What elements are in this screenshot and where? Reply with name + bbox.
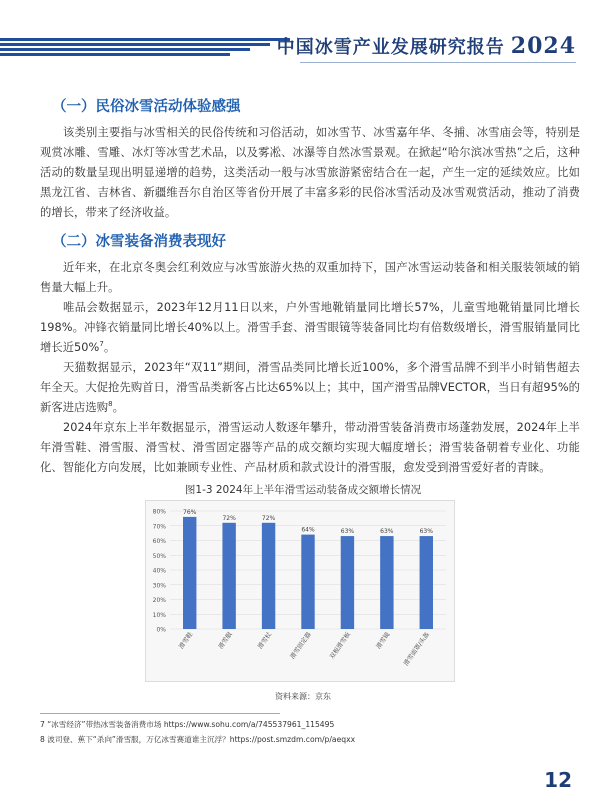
paragraph-vipshop-data bbox=[40, 298, 580, 358]
x-tick-label: 滑雪鞋 bbox=[177, 631, 195, 651]
y-tick-label: 20% bbox=[152, 597, 166, 604]
page-header bbox=[0, 0, 606, 68]
section-heading-equipment-consumption: （二）冰雪装备消费表现好 bbox=[52, 234, 226, 250]
paragraph-jd-data: 2024年京东上半年数据显示，滑雪运动人数逐年攀升，带动滑雪装备消费市场蓬勃发展，2024年上半年滑雪鞋、滑雪服、滑雪杖、滑雪固定器等产品的成交额均实现大幅度增长；滑雪装备朝着专业化、功能化、智能化方向发展，比如兼顾专业性、产品材质和款式设计的滑雪服，愈发受到滑雪爱好者的青睐。 bbox=[40, 421, 580, 474]
paragraph-tmall-data bbox=[40, 358, 580, 418]
data-label: 76% bbox=[183, 508, 197, 516]
section-heading-folk-activities: （一）民俗冰雪活动体验感强 bbox=[52, 99, 241, 115]
tmall-text: 天猫数据显示，2023年“双11”期间，滑雪品类同比增长近100%，多个滑雪品牌不到半小时销售超去年全天。大促抢先购首日，滑雪品类新客占比达65%以上；其中，国产滑雪品牌VECTOR，当日有超95%的新客进店选购 bbox=[40, 361, 580, 414]
header-stripe bbox=[0, 53, 230, 56]
x-tick-label: 滑雪固定器 bbox=[289, 631, 313, 661]
y-tick-label: 40% bbox=[152, 567, 166, 575]
chart-container bbox=[145, 500, 455, 682]
x-tick-label: 双板滑雪板 bbox=[328, 631, 353, 661]
header-stripe bbox=[0, 43, 270, 46]
bar bbox=[420, 536, 433, 629]
x-tick-label: 滑雪杖 bbox=[256, 631, 274, 651]
data-label: 64% bbox=[301, 526, 315, 534]
vipshop-text: 唯品会数据显示，2023年12月11日以来，户外雪地靴销量同比增长57%，儿童雪地靴销量同比增长198%。冲锋衣销量同比增长40%以上。滑雪手套、滑雪眼镜等装备同比均有倍数级增长，滑雪服销量同比增长近50% bbox=[40, 301, 580, 354]
data-label: 72% bbox=[261, 514, 276, 522]
data-label: 72% bbox=[222, 514, 236, 522]
header-underline bbox=[300, 62, 576, 63]
data-label: 63% bbox=[340, 528, 355, 536]
page-number: 12 bbox=[544, 768, 572, 792]
y-tick-label: 70% bbox=[152, 523, 166, 531]
y-tick-label: 80% bbox=[152, 508, 166, 516]
x-tick-label: 滑雪服 bbox=[217, 631, 234, 651]
chart-source: 资料来源：京东 bbox=[275, 692, 331, 701]
main-content bbox=[40, 97, 580, 478]
header-stripe bbox=[0, 38, 290, 41]
y-tick-label: 60% bbox=[152, 538, 166, 545]
x-tick-label: 滑雪面罩/头盔 bbox=[402, 631, 431, 668]
paragraph-equipment-intro: 近年来，在北京冬奥会红利效应与冰雪旅游火热的双重加持下，国产冰雪运动装备和相关服装领域的销售量大幅上升。 bbox=[40, 261, 580, 294]
header-stripe bbox=[0, 48, 250, 51]
y-tick-label: 0% bbox=[156, 626, 166, 634]
footnote-8: 8 波司登、蕉下“杀向”滑雪服，万亿冰雪赛道谁主沉浮？https://post.smzdm.com/p/aeqxx bbox=[40, 735, 356, 744]
x-tick-label: 滑雪镜 bbox=[375, 631, 392, 651]
footnote-ref-8[interactable]: 8 bbox=[108, 400, 113, 409]
y-tick-label: 10% bbox=[152, 611, 166, 619]
paragraph-folk-activities: 该类别主要指与冰雪相关的民俗传统和习俗活动，如冰雪节、冰雪嘉年华、冬捕、冰雪庙会等，特别是观赏冰雕、雪雕、冰灯等冰雪艺术品，以及雾凇、冰瀑等自然冰雪景观。在掀起“哈尔滨冰雪热”之后，这种活动的数量呈现出明显递增的趋势，这类活动一般与冰雪旅游紧密结合在一起，产生一定的延续效应。比如黑龙江省、吉林省、新疆维吾尔自治区等省份开展了丰富多彩的民俗冰雪活动及冰雪观赏活动，推动了消费的增长，带来了经济收益。 bbox=[40, 126, 580, 219]
chart-title: 图1-3 2024年上半年滑雪运动装备成交额增长情况 bbox=[184, 484, 422, 496]
report-title-text: 中国冰雪产业发展研究报告 bbox=[276, 37, 505, 58]
bar bbox=[222, 523, 235, 629]
bar bbox=[341, 536, 354, 629]
data-label: 63% bbox=[380, 528, 394, 536]
bar bbox=[301, 535, 314, 629]
sentence-end: 。 bbox=[103, 341, 116, 354]
footnote-divider bbox=[40, 713, 280, 714]
bar bbox=[262, 523, 275, 629]
bar-chart bbox=[146, 501, 454, 681]
bar bbox=[183, 517, 196, 629]
sentence-end: 。 bbox=[112, 401, 124, 414]
report-year: 2024 bbox=[510, 33, 576, 59]
footnote-7: 7 “冰雪经济”带热冰雪装备消费市场 https://www.sohu.com/a/745537961_115495 bbox=[40, 720, 335, 729]
footnote-ref-7[interactable]: 7 bbox=[99, 340, 104, 349]
y-tick-label: 50% bbox=[152, 552, 166, 560]
y-tick-label: 30% bbox=[152, 582, 166, 590]
data-label: 63% bbox=[419, 528, 433, 536]
report-title bbox=[277, 33, 576, 59]
bar bbox=[380, 536, 393, 629]
